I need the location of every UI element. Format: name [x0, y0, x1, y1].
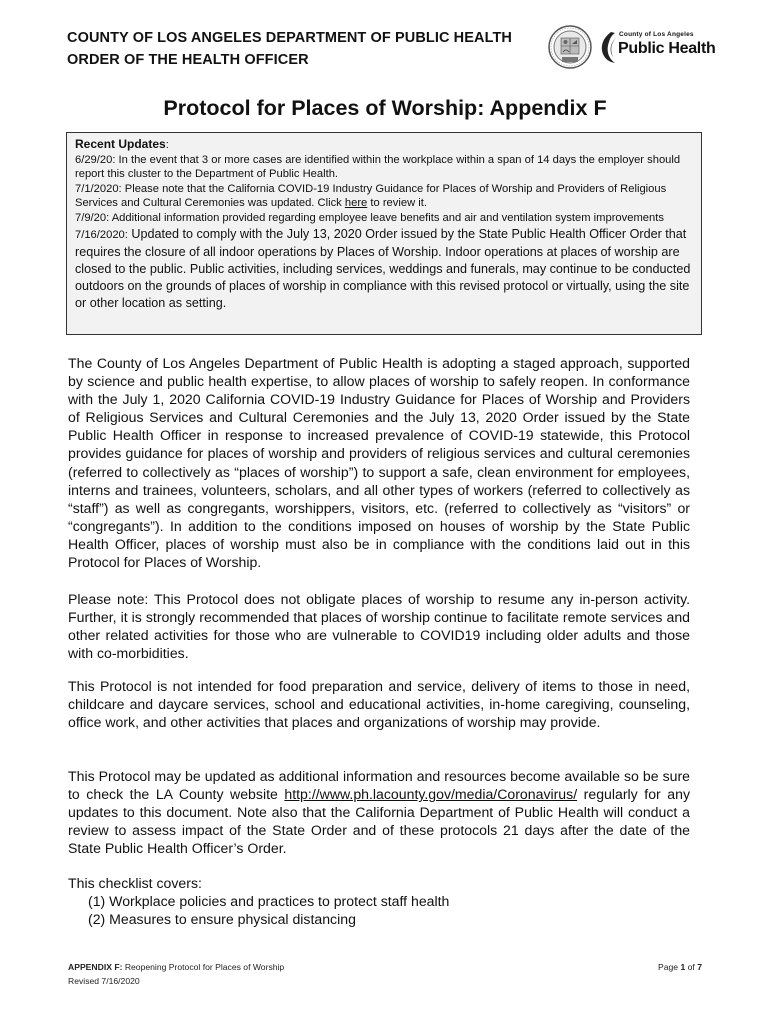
- swoosh-icon: [597, 30, 619, 64]
- checklist-item: (2) Measures to ensure physical distancing: [88, 911, 356, 928]
- page-of: of: [685, 962, 698, 972]
- update-6-29: 6/29/20: In the event that 3 or more cases are identified within the workplace within a span of 14 days the employer should report this cluster to the Department of Public Health.: [75, 153, 681, 181]
- page-footer: [68, 960, 702, 988]
- update-7-1: [75, 182, 693, 211]
- page-number: [658, 960, 702, 974]
- updates-text: This Protocol may be updated as additional information and resources become available so be sure to check the LA County website: [68, 768, 690, 803]
- footer-appendix-label: APPENDIX F:: [68, 962, 123, 972]
- checklist-intro: This checklist covers:: [68, 875, 202, 891]
- la-county-website-link[interactable]: http://www.ph.lacounty.gov/media/Coronavirus/: [284, 786, 578, 803]
- footer-document-name: Reopening Protocol for Places of Worship: [122, 962, 285, 972]
- updates-paragraph: [68, 767, 690, 857]
- recent-updates-box: Recent Updates: 6/29/20: In the event that 3 or more cases are identified within the workplace within a span of 14 days the employer should report this cluster to the Department of Public Health. 7/1/2020: Please note that the California COVID-19 Industry Guidance for Places of Worship and Providers of Religious Services and Cultural Ceremonies was updated. Click here to review it. 7/9/20: Additional information provided regarding employee leave benefits and air and ventilation system improvements 7/16/2020: Updated to comply with the July 13, 2020 Order issued by the State Public Health Officer Order that requires the closure of all indoor operations by Places of Worship. Indoor operations at places of worship are closed to the public. Public activities, including services, weddings and funerals, may continue to be conducted outdoors on the grounds of places of worship in compliance with this revised protocol or virtually, using the site or other location as setting.: [66, 132, 702, 335]
- logo-public-health-text: Public Health: [618, 40, 716, 57]
- recent-updates-heading: Recent Updates: [75, 137, 166, 151]
- intro-text: The County of Los Angeles Department of Public Health is adopting a staged approach, supported by science and public health expertise, to allow places of worship to safely reopen. In conformance with the July 1, 2020 California COVID-19 Industry Guidance for Places of Worship and Providers of Religious Services and Cultural Ceremonies and the July 13, 2020 Order issued by the State Public Health Officer in response to increased prevalence of COVID-19 statewide, this Protocol provides guidance for places of worship and providers of religious services and cultural ceremonies (referred to collectively as “places of worship”) to support a safe, clean environment for employees, interns and trainees, volunteers, scholars, and all other types of workers (referred to collectively as “staff”) as well as congregants, worshippers, visitors, etc. (referred to collectively as “visitors” or “congregants”). In addition to the conditions imposed on houses of worship by the State Public Health Officer, places of worship must also be in compliance with the conditions laid out in this Protocol for Places of Worship.: [68, 355, 690, 571]
- update-7-1-text-end: to review it.: [367, 197, 427, 210]
- intro-paragraph: [68, 354, 690, 571]
- updates-text-end: regularly for any updates to this document. Note also that the California Department of Public Health will conduct a review to assess impact of the State Order and of these protocols 21 days after the date of the State Public Health Officer’s Order.: [68, 786, 691, 857]
- header-department: COUNTY OF LOS ANGELES DEPARTMENT OF PUBLIC HEALTH: [67, 30, 513, 46]
- note-paragraph: [68, 590, 690, 662]
- update-7-9: 7/9/20: Additional information provided regarding employee leave benefits and air and ventilation system improvements: [75, 211, 664, 224]
- scope-paragraph: [68, 677, 690, 731]
- header-order: ORDER OF THE HEALTH OFFICER: [67, 52, 309, 68]
- update-7-1-text: 7/1/2020: Please note that the California COVID-19 Industry Guidance for Places of Worship and Providers of Religious Services and Cultural Ceremonies was updated. Click: [75, 182, 667, 210]
- page-word: Page: [658, 962, 681, 972]
- update-7-16-text: Updated to comply with the July 13, 2020 Order issued by the State Public Health Officer Order that requires the closure of all indoor operations by Places of Worship. Indoor operations at places of worship are closed to the public. Public activities, including services, weddings and funerals, may continue to be conducted outdoors on the grounds of places of worship in compliance with this revised protocol or virtually, using the site or other location as setting.: [75, 226, 691, 310]
- public-health-logo: [597, 30, 716, 64]
- page-current: 1: [680, 962, 686, 972]
- note-text: Please note: This Protocol does not obligate places of worship to resume any in-person activity. Further, it is strongly recommended that places of worship continue to facilitate remote services and other related activities for those who are vulnerable to COVID19 including older adults and those with co-morbidities.: [68, 591, 690, 662]
- update-7-16-date: 7/16/2020:: [75, 228, 128, 241]
- document-title: Protocol for Places of Worship: Appendix F: [163, 96, 607, 120]
- county-seal-logo: [548, 24, 592, 70]
- checklist-item: (1) Workplace policies and practices to protect staff health: [88, 893, 450, 910]
- logo-county-text: County of Los Angeles: [619, 31, 694, 38]
- update-7-16: [75, 226, 693, 312]
- here-link[interactable]: here: [344, 197, 368, 210]
- checklist-section: [68, 874, 690, 928]
- page-total: 7: [697, 962, 702, 972]
- scope-text: This Protocol is not intended for food preparation and service, delivery of items to those in need, childcare and daycare services, school and educational activities, in-home caregiving, counseling, office work, and other activities that places and organizations of worship may provide.: [68, 678, 690, 731]
- footer-revised-date: Revised 7/16/2020: [68, 976, 140, 986]
